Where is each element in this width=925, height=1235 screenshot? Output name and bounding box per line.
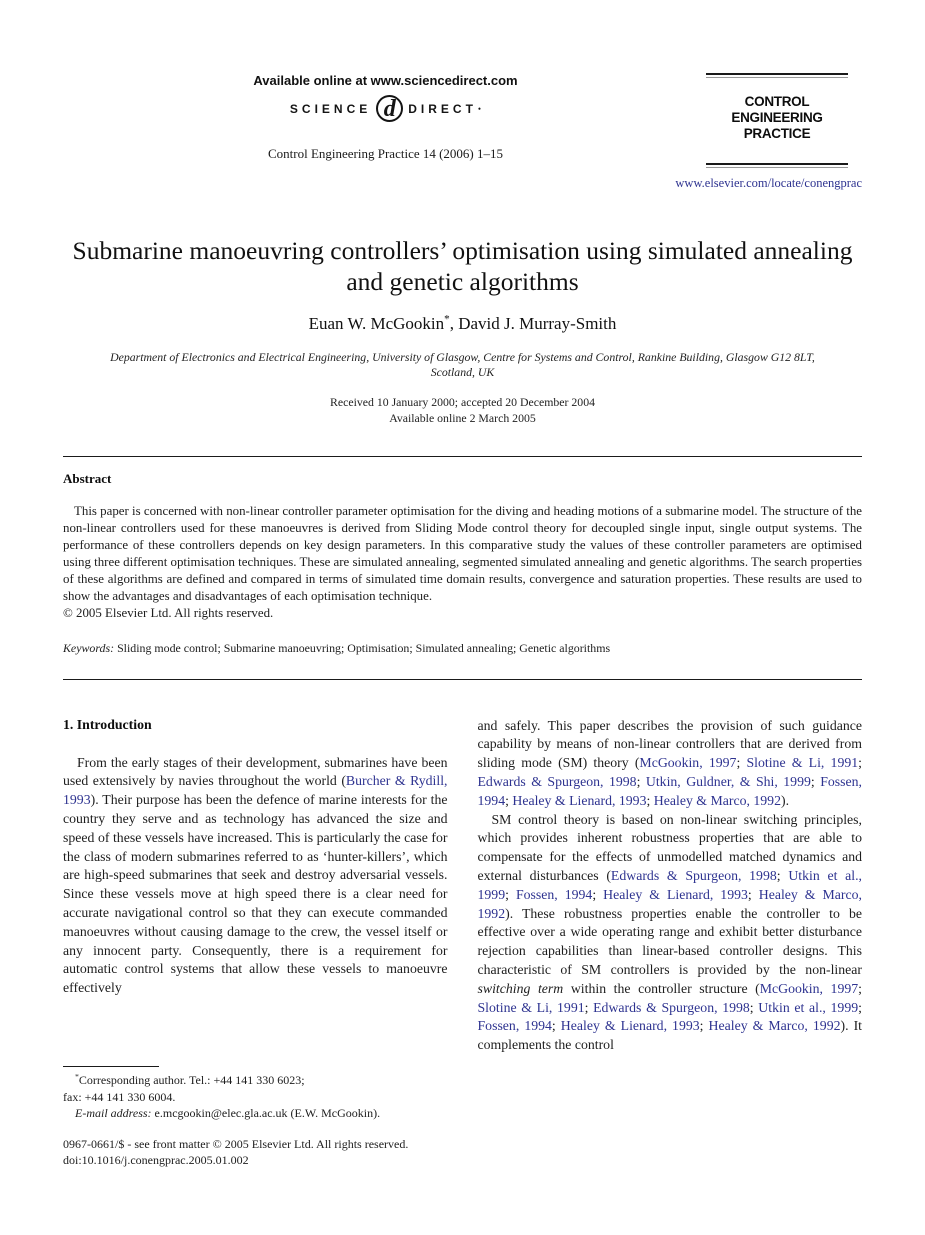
footnote-fax: [63, 1089, 448, 1106]
sciencedirect-logo-bullet-icon: •: [477, 103, 482, 114]
text-segment: ;: [776, 867, 789, 883]
journal-citation: Control Engineering Practice 14 (2006) 1–15: [267, 146, 504, 161]
text-segment: *: [75, 1072, 79, 1082]
citation-link[interactable]: Edwards & Spurgeon, 1998: [593, 999, 750, 1015]
right-column: [478, 717, 863, 1169]
citation-link[interactable]: Healey & Marco, 1992: [708, 1018, 841, 1034]
citation-link[interactable]: McGookin, 1997: [639, 755, 737, 771]
text-segment: and safely. This paper describes the provision of such guidance capability by means of non-linear controllers that are derived from sliding mode (SM) theory (: [477, 717, 862, 771]
text-segment: From the early stages of their development, submarines have been used extensively by navies throughout the world (: [63, 754, 448, 789]
keywords-label: Keywords:: [63, 640, 115, 655]
text-segment: ). Their purpose has been the defence of marine interests for the country they serve and as technology has advanced the size and speed of these vessels have increased. This is particularly the case for the class of modern submarines referred to as ‘hunter-killers’, which are high-speed submarines that seek and destroy adversarial vessels. Since these vessels move at high speed there is a clear need for accurate navigational control so that they can execute commanded manoeuvres without causing damage to the crew, the vessel itself or any innocent party. Consequently, there is a requirement for automatic control systems that allow these vessels to manoeuvre effectively: [63, 792, 448, 996]
text-segment: ). These robustness properties enable the controller to be effective over a wide operating range and exhibit better disturbance rejection capabilities than linear-based controller designs. This characteristic of SM controllers is provided by the non-linear: [477, 905, 862, 977]
affiliation-line2: Scotland, UK: [430, 364, 495, 379]
text-segment: ;: [646, 792, 654, 808]
citation-link[interactable]: Healey & Lienard, 1993: [560, 1018, 700, 1034]
article-body: [63, 717, 862, 1169]
footnote-rule: [63, 1066, 159, 1068]
issn-copyright-line: 0967-0661/$ - see front matter © 2005 Elsevier Ltd. All rights reserved.: [63, 1136, 409, 1151]
keywords-list: Sliding mode control; Submarine manoeuvring; Optimisation; Simulated annealing; Genetic algorithms: [114, 640, 611, 655]
citation-link[interactable]: Slotine & Li, 1991: [746, 755, 859, 771]
text-segment: ;: [749, 999, 759, 1015]
abstract-top-rule: [63, 456, 862, 457]
available-online-date: Available online 2 March 2005: [389, 410, 536, 425]
journal-name-line1: CONTROL ENGINEERING: [731, 94, 823, 126]
journal-masthead: [642, 73, 862, 191]
text-segment: within the controller structure (: [563, 980, 760, 996]
sciencedirect-logo-direct-text: DIRECT: [408, 101, 477, 116]
text-segment: fax: +44 141 330 6004.: [63, 1089, 176, 1104]
sciencedirect-d-icon: d: [376, 95, 403, 122]
citation-link[interactable]: Burcher & Rydill, 1993: [63, 773, 448, 808]
header-center: [63, 73, 642, 162]
authors-line: [63, 314, 862, 334]
text-segment: ). It complements the control: [477, 1018, 863, 1053]
available-online-text: Available online at www.sciencedirect.com: [253, 73, 518, 88]
text-segment: ;: [505, 886, 516, 902]
copyright-line: © 2005 Elsevier Ltd. All rights reserved.: [63, 605, 274, 620]
intro-paragraph-continued: [478, 717, 863, 811]
intro-paragraph: [63, 754, 448, 998]
text-segment: ).: [780, 792, 790, 808]
footnote-corresponding-author: [63, 1072, 448, 1089]
sciencedirect-logo-science-text: SCIENCE: [289, 101, 372, 116]
text-segment: Euan W. McGookin: [308, 313, 445, 333]
sciencedirect-logo[interactable]: [290, 95, 481, 122]
citation-link[interactable]: McGookin, 1997: [759, 980, 859, 996]
masthead-bottom-rule: [706, 163, 848, 165]
abstract-section: [63, 471, 862, 656]
text-segment: e.mcgookin@elec.gla.ac.uk (E.W. McGookin).: [151, 1106, 381, 1121]
abstract-text: This paper is concerned with non-linear controller parameter optimisation for the diving and heading motions of a submarine model. The structure of the non-linear controllers used for these manoeuvres is derived from Sliding Mode control theory for decoupled single input, single output systems. The performance of these controllers depends on key design parameters. In this comparative study the values of these controller parameters are optimised using three different optimisation techniques. These are simulated annealing, segmented simulated annealing and genetic algorithms. The search properties of these algorithms are defined and compared in terms of simulated time domain results, convergence and saturation properties. These results are used to show the advantages and disadvantages of each optimisation technique.: [63, 503, 862, 603]
citation-link[interactable]: Healey & Marco, 1992: [653, 792, 781, 808]
article-dates: [63, 394, 862, 426]
affiliation: [63, 350, 862, 380]
masthead-top-rule: [706, 73, 848, 75]
journal-name-box: [706, 73, 848, 168]
imprint-block: [63, 1136, 448, 1169]
text-segment: , David J. Murray-Smith: [449, 313, 617, 333]
citation-link[interactable]: Utkin, Guldner, & Shi, 1999: [645, 773, 811, 789]
citation-link[interactable]: Edwards & Spurgeon, 1998: [477, 773, 637, 789]
text-segment: SM control theory is based on non-linear switching principles, which provides inherent robustness properties that are able to compensate for the effects of unmodelled matched dynamics and external disturbances (: [477, 811, 862, 883]
text-segment: ;: [810, 773, 821, 789]
text-segment: *: [444, 312, 450, 325]
citation-link[interactable]: Fossen, 1994: [477, 773, 862, 808]
abstract-heading: Abstract: [63, 470, 112, 486]
doi-line: doi:10.1016/j.conengprac.2005.01.002: [63, 1153, 249, 1168]
received-accepted-dates: Received 10 January 2000; accepted 20 December 2004: [330, 394, 595, 409]
article-title: Submarine manoeuvring controllers’ optimisation using simulated annealing and genetic algorithms: [72, 235, 853, 296]
citation-link[interactable]: Edwards & Spurgeon, 1998: [610, 867, 777, 883]
text-segment: ;: [584, 999, 594, 1015]
citation-link[interactable]: Utkin et al., 1999: [477, 867, 862, 902]
text-segment: E-mail address:: [75, 1106, 152, 1121]
text-segment: ;: [736, 755, 747, 771]
left-column: [63, 717, 448, 1169]
keywords-bottom-rule: [63, 679, 862, 680]
text-segment: Corresponding author. Tel.: +44 141 330 6023;: [78, 1073, 305, 1088]
citation-link[interactable]: Healey & Lienard, 1993: [512, 792, 647, 808]
text-segment: ;: [551, 1018, 561, 1034]
citation-link[interactable]: Slotine & Li, 1991: [477, 999, 585, 1015]
footnote-block: [63, 1056, 448, 1122]
text-segment: ;: [858, 999, 862, 1015]
journal-name-line2: PRACTICE: [743, 126, 811, 142]
citation-link[interactable]: Healey & Marco, 1992: [477, 886, 862, 921]
text-segment: ;: [858, 980, 862, 996]
footnote-email: [63, 1105, 448, 1122]
text-segment: ;: [636, 773, 646, 789]
journal-url-link[interactable]: www.elsevier.com/locate/conengprac: [675, 175, 862, 190]
text-segment: switching term: [477, 980, 564, 996]
text-segment: ;: [699, 1018, 709, 1034]
masthead-bottom-rule-shadow: [706, 167, 848, 168]
sm-theory-paragraph: [478, 811, 863, 1055]
citation-link[interactable]: Fossen, 1994: [477, 1018, 552, 1034]
keywords-line: [63, 641, 862, 656]
text-segment: ;: [505, 792, 513, 808]
text-segment: ;: [747, 886, 759, 902]
citation-link[interactable]: Fossen, 1994: [515, 886, 593, 902]
text-segment: ;: [592, 886, 604, 902]
citation-link[interactable]: Utkin et al., 1999: [758, 999, 859, 1015]
header: [63, 73, 862, 191]
journal-name: [706, 78, 848, 163]
section-heading-introduction: 1. Introduction: [63, 716, 152, 732]
citation-link[interactable]: Healey & Lienard, 1993: [603, 886, 748, 902]
affiliation-line1: Department of Electronics and Electrical Engineering, University of Glasgow, Centre for Systems and Control, Rankine Building, Glasgow G12 8LT,: [110, 349, 815, 364]
text-segment: ;: [858, 755, 862, 771]
